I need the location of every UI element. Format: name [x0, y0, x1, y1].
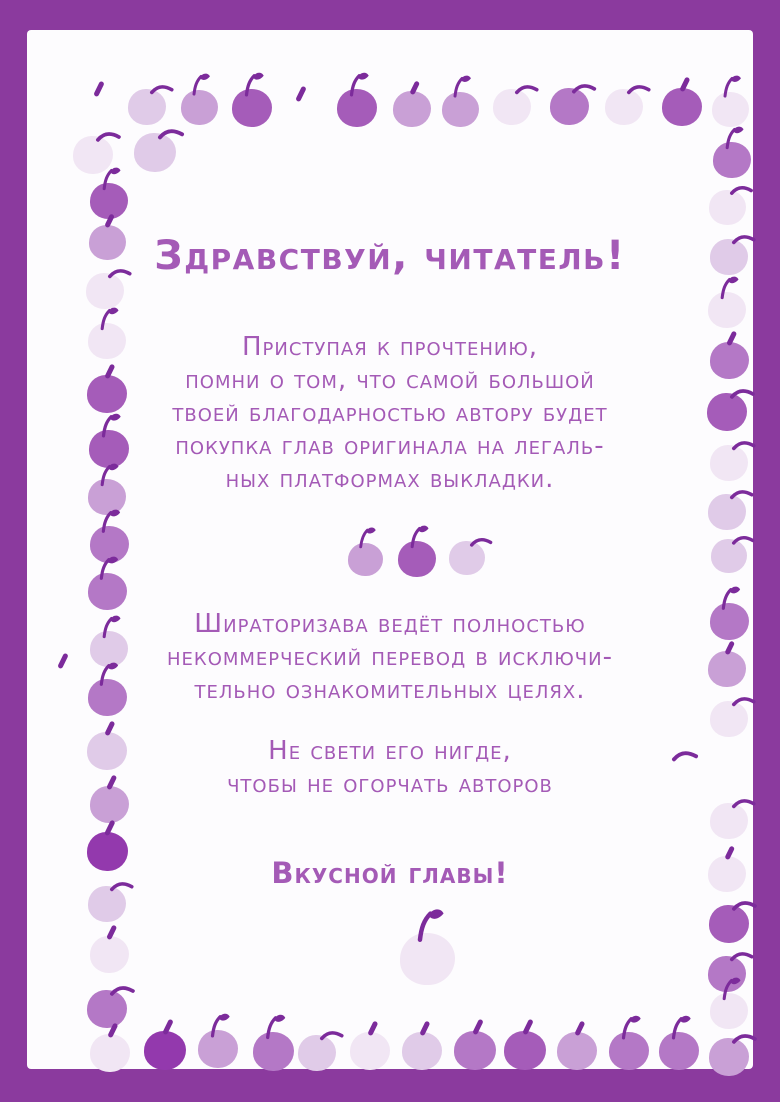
apple-stem-icon [295, 86, 306, 102]
apple-body [662, 88, 702, 126]
apple-stem-icon [206, 1012, 232, 1037]
apple-icon [710, 342, 749, 379]
apple-stem-icon [96, 131, 121, 143]
text-line: ных платформах выкладки. [225, 464, 555, 494]
apple-stem-icon [158, 128, 184, 141]
apple-stem-icon [572, 83, 596, 95]
paragraph-support-author [87, 331, 693, 496]
apple-stem-icon [732, 1033, 757, 1045]
apple-icon [713, 142, 751, 178]
apple-icon [350, 1032, 390, 1070]
apple-body [90, 1034, 130, 1072]
apple-stem-icon [95, 555, 121, 579]
apple-body [710, 342, 749, 379]
apple-icon [710, 803, 748, 839]
apple-body [144, 1031, 186, 1070]
apple-icon [709, 905, 749, 943]
apple-icon [662, 88, 702, 126]
apple-stem-icon [719, 74, 743, 97]
apple-body [454, 1031, 496, 1070]
apple-icon [708, 292, 746, 328]
apple-stem-icon [93, 81, 104, 97]
apple-icon [348, 543, 383, 576]
apple-icon [337, 89, 377, 127]
apple-stem-icon [718, 976, 743, 1000]
apple-stem-icon [732, 696, 756, 707]
apple-stem-icon [732, 900, 757, 912]
apple-body [708, 651, 746, 687]
apple-icon [711, 539, 747, 573]
apple-icon [710, 239, 748, 275]
text-line: помни о том, что самой большой [185, 365, 595, 395]
apple-icon [134, 133, 176, 172]
apple-stem-icon [96, 306, 121, 330]
text-line: Приступая к прочтению, [241, 332, 539, 362]
page-frame [27, 30, 753, 1069]
apple-stem-icon [667, 1014, 693, 1039]
apple-icon [181, 90, 218, 125]
apple-icon [708, 651, 746, 687]
apple-icon [609, 1032, 649, 1070]
apple-stem-icon [470, 537, 492, 548]
apple-stem-icon [732, 440, 756, 451]
apple-stem-icon [627, 84, 651, 95]
apple-icon [87, 990, 127, 1028]
apple-stem-icon [57, 653, 68, 669]
apple-stem-icon [261, 1013, 288, 1038]
apple-body [393, 91, 431, 127]
apple-border-decoration [27, 30, 753, 1069]
apple-icon [198, 1030, 238, 1068]
apple-stem-icon [716, 275, 741, 299]
apple-icon [710, 993, 748, 1029]
apple-body [350, 1032, 390, 1070]
apple-icon [400, 933, 455, 985]
page-title: Здравствуй, читатель! [154, 232, 626, 279]
apple-body [708, 856, 746, 892]
apple-body [90, 936, 129, 973]
apple-icon [710, 701, 748, 737]
apple-icon [550, 88, 589, 125]
paragraph-noncommercial-translation [87, 608, 693, 707]
apple-stem-icon [97, 508, 123, 532]
apple-icon [90, 936, 129, 973]
text-line: твоей благодарностью автору будет [172, 398, 608, 428]
apple-icon [709, 1038, 749, 1076]
apple-stem-icon [98, 166, 123, 190]
apple-icon [398, 541, 436, 577]
apple-stem-icon [320, 1030, 344, 1041]
apple-stem-icon [188, 72, 212, 95]
apple-stem-icon [515, 84, 539, 95]
apple-stem-icon [449, 74, 473, 97]
apple-stem-icon [411, 907, 447, 941]
text-line: покупка глав оригинала на легаль- [175, 431, 605, 461]
apple-stem-icon [240, 71, 266, 96]
apple-icon [253, 1032, 294, 1071]
apple-stem-icon [732, 234, 756, 245]
apple-stem-icon [732, 535, 754, 546]
text-line: некоммерческий перевод в исключи- [167, 642, 613, 672]
apple-icon [449, 541, 485, 575]
text-line: чтобы не огорчать авторов [227, 769, 553, 799]
apple-stem-icon [355, 526, 378, 548]
closing-wish: Вкусной главы! [271, 856, 509, 890]
apple-icon [708, 856, 746, 892]
apple-stem-icon [617, 1014, 643, 1039]
apple-icon [232, 89, 272, 127]
apple-icon [710, 603, 749, 640]
apple-icon [504, 1031, 546, 1070]
apple-stem-icon [730, 185, 753, 196]
apple-icon [712, 92, 749, 127]
apple-stem-icon [406, 524, 431, 548]
apple-stem-icon [345, 71, 371, 96]
apple-icon [659, 1032, 699, 1070]
apple-body [402, 1032, 442, 1070]
text-line: Не свети его нигде, [268, 736, 512, 766]
text-line: тельно ознакомительных целях. [194, 675, 586, 705]
apple-icon [298, 1035, 336, 1071]
apple-icon [88, 573, 127, 610]
apple-icon [557, 1032, 597, 1070]
apple-body [557, 1032, 597, 1070]
apple-stem-icon [732, 798, 756, 809]
apple-icon [710, 445, 748, 481]
apple-icon [442, 92, 479, 127]
apple-icon [90, 1034, 130, 1072]
apple-icon [708, 494, 746, 530]
apple-icon [493, 89, 531, 125]
apple-icon [393, 91, 431, 127]
apple-icon [144, 1031, 186, 1070]
apple-stem-icon [150, 84, 174, 95]
apple-icon [454, 1031, 496, 1070]
apple-stem-icon [110, 985, 135, 997]
apple-body [504, 1031, 546, 1070]
apple-stem-icon [730, 388, 755, 400]
apple-stem-icon [730, 951, 754, 962]
apple-icon [707, 393, 747, 431]
apple-stem-icon [730, 489, 754, 500]
apple-stem-icon [721, 125, 746, 149]
apple-icon [605, 89, 643, 125]
apple-icon [709, 190, 746, 225]
apple-stem-icon [717, 585, 743, 609]
apple-icon [128, 89, 166, 125]
text-line: Шираторизава ведёт полностью [194, 609, 586, 639]
apple-icon [402, 1032, 442, 1070]
paragraph-do-not-share [87, 735, 693, 801]
apple-icon [88, 886, 126, 922]
